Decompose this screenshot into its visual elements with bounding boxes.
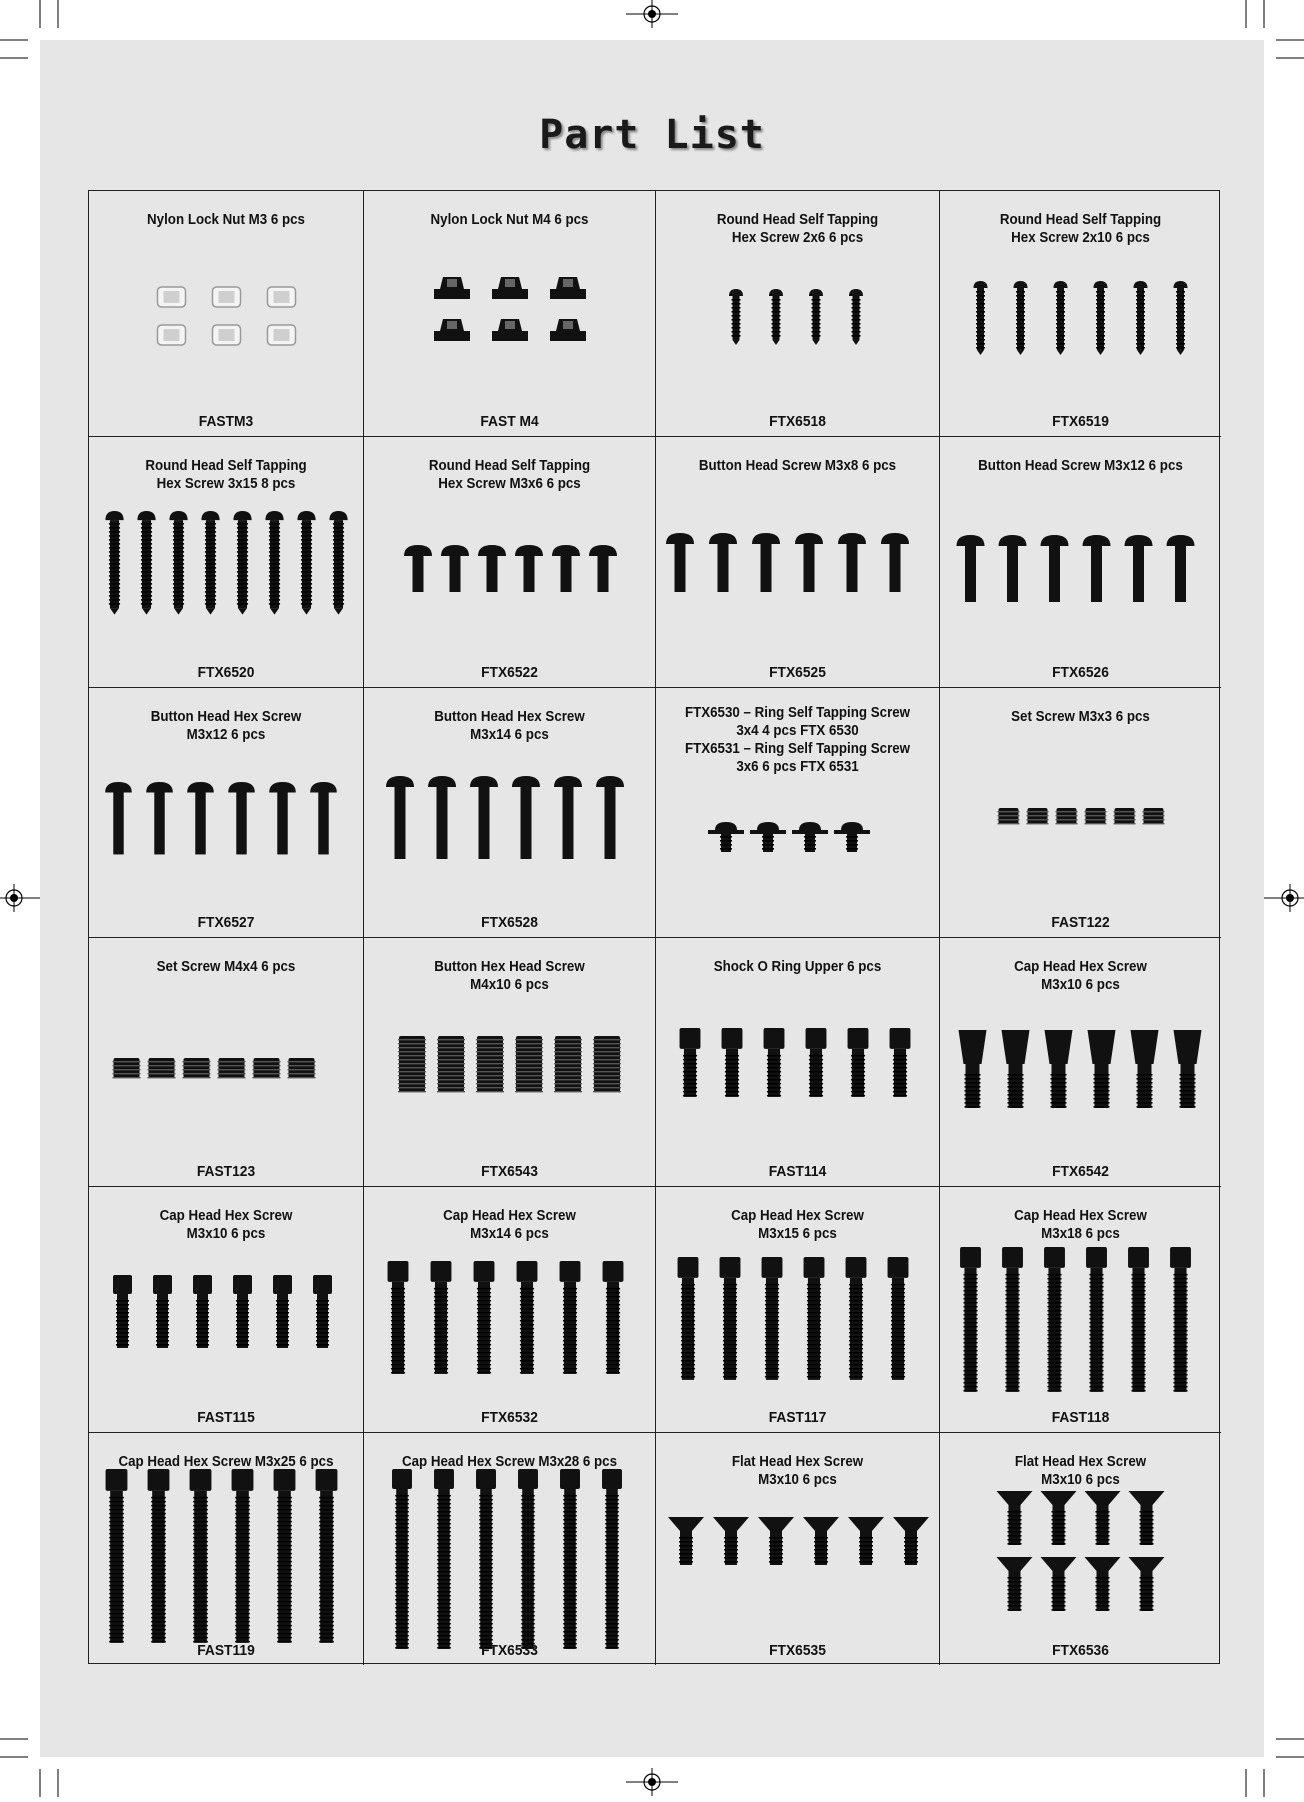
- part-cell: [89, 1187, 364, 1433]
- part-cell: [940, 1433, 1221, 1665]
- part-description: [955, 1207, 1206, 1243]
- part-cell: [940, 437, 1221, 688]
- part-description-line: FTX6530 – Ring Self Tapping Screw: [684, 705, 911, 721]
- part-description-line: M3x14 6 pcs: [470, 1226, 549, 1242]
- part-description: [104, 1207, 349, 1243]
- part-description-line: M3x10 6 pcs: [1041, 1472, 1120, 1488]
- part-cell: [940, 938, 1221, 1187]
- part-description-line: Cap Head Hex Screw: [159, 1208, 293, 1224]
- part-description-line: Set Screw M3x3 6 pcs: [1011, 709, 1150, 725]
- page-title: Part List: [539, 112, 765, 158]
- part-description: [671, 958, 924, 976]
- part-description-line: Round Head Self Tapping: [145, 458, 307, 474]
- part-cell: [940, 1187, 1221, 1433]
- part-cell: [89, 1433, 364, 1665]
- part-cell: [364, 1187, 656, 1433]
- parts-grid: [88, 190, 1220, 1664]
- part-description-line: Hex Screw 2x6 6 pcs: [731, 230, 864, 246]
- part-description-line: Round Head Self Tapping: [716, 212, 879, 228]
- part-description-line: Cap Head Hex Screw: [1014, 959, 1147, 975]
- part-description-line: M3x10 6 pcs: [758, 1472, 837, 1488]
- part-code: FTX6542: [1052, 1163, 1109, 1180]
- part-description-line: Button Head Hex Screw: [434, 709, 585, 725]
- part-description-line: Shock O Ring Upper 6 pcs: [713, 959, 882, 975]
- part-cell: [364, 437, 656, 688]
- part-description: [379, 1207, 639, 1243]
- part-description-line: Nylon Lock Nut M4 6 pcs: [430, 212, 589, 228]
- part-description: [955, 1453, 1206, 1489]
- part-description-line: Hex Screw M3x6 6 pcs: [438, 476, 581, 492]
- part-description-line: M3x12 6 pcs: [186, 727, 266, 743]
- part-description-line: Flat Head Hex Screw: [731, 1454, 864, 1470]
- part-description: [955, 958, 1206, 994]
- part-code: FTX6532: [481, 1409, 538, 1426]
- part-description-line: Button Head Screw M3x12 6 pcs: [978, 458, 1183, 474]
- part-description-line: Cap Head Hex Screw: [1014, 1208, 1147, 1224]
- part-cell: [364, 688, 656, 938]
- part-description-line: Nylon Lock Nut M3 6 pcs: [147, 212, 305, 228]
- part-code: FTX6526: [1052, 664, 1109, 681]
- part-cell: [940, 191, 1221, 437]
- part-cell: [364, 191, 656, 437]
- part-description: [671, 704, 924, 776]
- part-description-line: Round Head Self Tapping: [999, 212, 1162, 228]
- part-description: [104, 1453, 349, 1471]
- part-description-line: Set Screw M4x4 6 pcs: [156, 959, 296, 975]
- part-cell: [656, 688, 940, 938]
- part-code: FTX6518: [769, 413, 826, 430]
- part-cell: [364, 1433, 656, 1665]
- part-description: [671, 457, 924, 475]
- part-description-line: M4x10 6 pcs: [470, 977, 549, 993]
- part-code: FAST118: [1051, 1409, 1110, 1426]
- part-description-line: 3x4 4 pcs FTX 6530: [736, 723, 859, 739]
- part-description: [955, 457, 1206, 475]
- part-description-line: Cap Head Hex Screw M3x25 6 pcs: [118, 1454, 334, 1470]
- part-description-line: M3x18 6 pcs: [1041, 1226, 1120, 1242]
- part-description: [104, 457, 349, 493]
- part-description: [104, 958, 349, 976]
- part-description: [379, 958, 639, 994]
- part-code: FTX6527: [197, 914, 255, 931]
- part-description-line: Button Hex Head Screw: [434, 959, 585, 975]
- part-code: FTX6543: [481, 1163, 538, 1180]
- part-code: FTX6522: [481, 664, 538, 681]
- part-code: FTX6519: [1052, 413, 1109, 430]
- part-description: [671, 1207, 924, 1243]
- part-code: FTX6525: [769, 664, 826, 681]
- part-code: FAST115: [197, 1409, 255, 1426]
- part-cell: [656, 437, 940, 688]
- part-description: [379, 457, 639, 493]
- part-description-line: Cap Head Hex Screw: [443, 1208, 576, 1224]
- part-cell: [656, 938, 940, 1187]
- part-cell: [89, 437, 364, 688]
- part-description-line: Hex Screw 2x10 6 pcs: [1011, 230, 1150, 246]
- part-code: FAST123: [196, 1163, 256, 1180]
- part-cell: [364, 938, 656, 1187]
- part-cell: [940, 688, 1221, 938]
- part-description-line: FTX6531 – Ring Self Tapping Screw: [684, 741, 911, 757]
- part-cell: [89, 688, 364, 938]
- part-description: [379, 1453, 639, 1471]
- part-description: [104, 211, 349, 229]
- part-code: FAST119: [197, 1642, 255, 1659]
- part-description-line: Cap Head Hex Screw: [731, 1208, 864, 1224]
- part-code: FASTM3: [198, 413, 254, 430]
- part-cell: [656, 1433, 940, 1665]
- part-cell: [656, 191, 940, 437]
- part-code: FAST114: [768, 1163, 827, 1180]
- part-description: [671, 211, 924, 247]
- part-description: [955, 211, 1206, 247]
- part-description: [379, 708, 639, 744]
- part-description: [955, 708, 1206, 726]
- part-code: FAST117: [768, 1409, 827, 1426]
- part-code: FTX6528: [481, 914, 538, 931]
- part-description: [104, 708, 349, 744]
- part-code: FTX6520: [197, 664, 255, 681]
- part-description-line: M3x10 6 pcs: [186, 1226, 266, 1242]
- part-cell: [656, 1187, 940, 1433]
- part-description-line: M3x10 6 pcs: [1041, 977, 1120, 993]
- part-description-line: Button Head Hex Screw: [150, 709, 302, 725]
- part-code: FTX6535: [769, 1642, 826, 1659]
- part-description-line: Button Head Screw M3x8 6 pcs: [698, 458, 897, 474]
- part-code: FTX6536: [1052, 1642, 1109, 1659]
- part-description-line: Hex Screw 3x15 8 pcs: [156, 476, 296, 492]
- part-code: FAST122: [1051, 914, 1110, 931]
- part-code: FTX6533: [481, 1642, 538, 1659]
- part-cell: [89, 938, 364, 1187]
- part-description-line: 3x6 6 pcs FTX 6531: [736, 759, 859, 775]
- part-description-line: M3x15 6 pcs: [758, 1226, 837, 1242]
- part-description-line: M3x14 6 pcs: [470, 727, 549, 743]
- part-description-line: Cap Head Hex Screw M3x28 6 pcs: [401, 1454, 618, 1470]
- part-description: [671, 1453, 924, 1489]
- part-cell: [89, 191, 364, 437]
- part-description-line: Round Head Self Tapping: [428, 458, 591, 474]
- part-description: [379, 211, 639, 229]
- part-code: FAST M4: [480, 413, 539, 430]
- part-description-line: Flat Head Hex Screw: [1014, 1454, 1147, 1470]
